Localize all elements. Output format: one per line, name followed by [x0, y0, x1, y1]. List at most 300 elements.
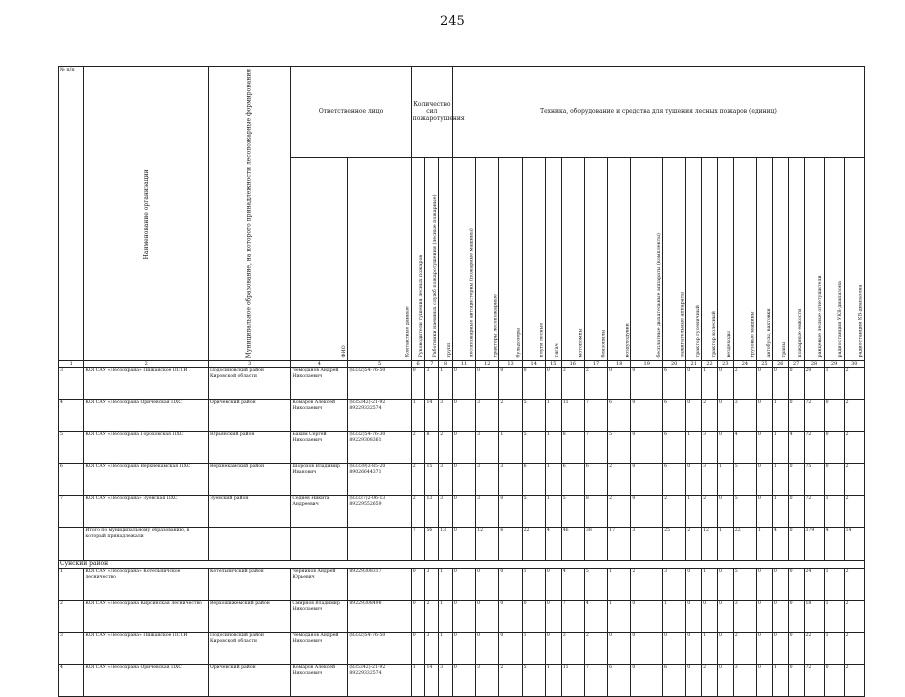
- cell-value: 2: [608, 464, 631, 496]
- cell-fio: Чемоданов Андрей Николаевич: [291, 633, 348, 665]
- total-value: 13: [439, 528, 453, 561]
- cell-value: 3: [476, 496, 499, 528]
- cell-org: КОГСАУ «Лесоохрана» Зуевская ПХС: [84, 496, 209, 528]
- cell-value: 1: [439, 368, 453, 400]
- col-npp: № п/п: [59, 67, 84, 361]
- cell-contact: (8332)54-76-50: [348, 368, 411, 400]
- cell-value: 0: [824, 400, 844, 432]
- cell-value: 3: [733, 400, 756, 432]
- cell-value: 2: [425, 601, 439, 633]
- eq-header: трактор гусеничный: [686, 157, 702, 360]
- cell-value: 0: [545, 601, 561, 633]
- cell-value: 4: [584, 601, 607, 633]
- cell-value: 5: [733, 496, 756, 528]
- cell-value: 0: [757, 432, 773, 464]
- table-header: [59, 67, 865, 368]
- cell-value: 8: [561, 432, 584, 464]
- cell-contact: (835342)-21-92 89229332574: [348, 400, 411, 432]
- cell-value: 2: [733, 633, 756, 665]
- cell-value: 1: [439, 633, 453, 665]
- cell-value: 2: [631, 569, 663, 601]
- cell-value: 5: [608, 432, 631, 464]
- cell-value: 0: [686, 400, 702, 432]
- cell-value: 0: [608, 633, 631, 665]
- cell-value: 0: [499, 368, 522, 400]
- cell-value: 8: [584, 496, 607, 528]
- cell-value: 0: [545, 569, 561, 601]
- cell-value: 1: [439, 601, 453, 633]
- cell-value: 1: [702, 633, 718, 665]
- cell-contact: 89229308317: [348, 569, 411, 601]
- table-row: [59, 633, 865, 665]
- cell-org: КОГСАУ «Лесоохрана Оричевская ПХС: [84, 665, 209, 697]
- cell-value: 0: [717, 601, 733, 633]
- cell-value: 72: [804, 400, 824, 432]
- cell-value: 2: [733, 368, 756, 400]
- cell-value: 7: [561, 601, 584, 633]
- cell-value: 1: [702, 569, 718, 601]
- cell-value: 15: [425, 464, 439, 496]
- cell-value: 75: [804, 464, 824, 496]
- column-number: 6: [411, 361, 425, 368]
- cell-value: 2: [702, 496, 718, 528]
- cell-value: 3: [476, 400, 499, 432]
- cell-value: 0: [452, 633, 475, 665]
- cell-value: 6: [663, 464, 686, 496]
- cell-value: 0: [686, 633, 702, 665]
- cell-value: 0: [717, 569, 733, 601]
- cell-n: 4: [59, 665, 84, 697]
- cell-value: 0: [452, 601, 475, 633]
- cell-value: 0: [772, 633, 788, 665]
- cell-value: 3: [476, 432, 499, 464]
- cell-value: 1: [772, 665, 788, 697]
- column-number: 25: [757, 361, 773, 368]
- cell-value: 7: [584, 400, 607, 432]
- cell-value: 3: [439, 665, 453, 697]
- cell-value: 6: [663, 665, 686, 697]
- cell-value: 0: [717, 496, 733, 528]
- eq-header: тягач: [545, 157, 561, 360]
- column-number: 19: [631, 361, 663, 368]
- cell-value: 0: [411, 368, 425, 400]
- col-equipment: Техника, оборудование и средства для тушения лесных пожаров (единиц): [452, 67, 864, 158]
- cell-value: 0: [788, 496, 804, 528]
- cell-value: 4: [733, 432, 756, 464]
- cell-value: 1: [439, 569, 453, 601]
- cell-value: 0: [788, 665, 804, 697]
- total-value: 1: [717, 528, 733, 561]
- cell-value: 3: [439, 400, 453, 432]
- eq-header: пожарные емкости: [788, 157, 804, 360]
- resources-table: [58, 66, 865, 697]
- cell-value: 0: [631, 432, 663, 464]
- cell-value: 2: [702, 665, 718, 697]
- cell-mun: Подосиновский район Кировской области: [208, 368, 290, 400]
- cell-value: 0: [499, 633, 522, 665]
- table-total: [59, 528, 865, 561]
- column-number: 18: [608, 361, 631, 368]
- cell-value: 0: [757, 496, 773, 528]
- cell-value: 4: [788, 432, 804, 464]
- cell-value: 6: [663, 368, 686, 400]
- cell-value: 0: [686, 665, 702, 697]
- cell-value: 0: [452, 464, 475, 496]
- cell-value: 6: [608, 665, 631, 697]
- column-number: 22: [702, 361, 718, 368]
- cell-value: 1: [772, 432, 788, 464]
- eq-header: лесопожарные автоцистерны (пожарные машины): [452, 157, 475, 360]
- cell-value: 0: [631, 400, 663, 432]
- cell-value: 0: [702, 601, 718, 633]
- column-number: 23: [717, 361, 733, 368]
- cell-value: 5: [733, 464, 756, 496]
- cell-org: КОГСАУ «Лесоохрана Верхнекамская ПХС: [84, 464, 209, 496]
- column-number: 26: [772, 361, 788, 368]
- col-workers: Работники наемных служб пожаротушения (лесные пожарные): [425, 157, 439, 360]
- column-number: 4: [291, 361, 348, 368]
- cell-n: [59, 528, 84, 561]
- cell-value: 0: [757, 665, 773, 697]
- cell-value: 1: [824, 633, 844, 665]
- cell-empty: [208, 528, 290, 561]
- cell-value: 2: [844, 496, 864, 528]
- cell-value: 11: [561, 665, 584, 697]
- column-number: 1: [59, 361, 84, 368]
- cell-value: 72: [804, 665, 824, 697]
- table-row: [59, 432, 865, 464]
- cell-value: 2: [702, 400, 718, 432]
- cell-value: 0: [757, 633, 773, 665]
- cell-fio: Чемоданов Андрей Николаевич: [291, 368, 348, 400]
- eq-header: радиостанции КВ-диапазона: [844, 157, 864, 360]
- column-number: 14: [522, 361, 545, 368]
- cell-value: 2: [608, 496, 631, 528]
- total-value: 17: [608, 528, 631, 561]
- cell-value: 5: [584, 569, 607, 601]
- cell-value: 0: [824, 665, 844, 697]
- total-value: 4: [772, 528, 788, 561]
- cell-value: 0: [788, 400, 804, 432]
- cell-empty: [291, 528, 348, 561]
- cell-value: 6: [522, 464, 545, 496]
- col-groups: групп: [439, 157, 453, 360]
- cell-value: 0: [824, 432, 844, 464]
- cell-org: КОГСАУ «Лесоохрана» Пижанское ПСТИ: [84, 633, 209, 665]
- cell-value: 0: [788, 368, 804, 400]
- cell-value: 3: [476, 665, 499, 697]
- cell-value: 1: [545, 464, 561, 496]
- total-value: 25: [663, 528, 686, 561]
- cell-value: 6: [608, 400, 631, 432]
- cell-value: 3: [702, 432, 718, 464]
- cell-n: 4: [59, 400, 84, 432]
- cell-value: 6: [663, 432, 686, 464]
- cell-contact: (835342)-21-92 89229332574: [348, 665, 411, 697]
- cell-value: 1: [522, 569, 545, 601]
- total-value: 0: [452, 528, 475, 561]
- cell-fio: Седнев Никита Андреевич: [291, 496, 348, 528]
- cell-value: 0: [757, 400, 773, 432]
- cell-value: 0: [717, 400, 733, 432]
- cell-value: 1: [608, 569, 631, 601]
- eq-header: зажигательные аппараты: [663, 157, 686, 360]
- total-value: 6: [499, 528, 522, 561]
- eq-header: мотопомпы: [561, 157, 584, 360]
- cell-value: 3: [439, 496, 453, 528]
- cell-value: 0: [452, 368, 475, 400]
- eq-header: бесплатные дыхательные аппараты (комплекты): [631, 157, 663, 360]
- eq-header: бульдозеры: [499, 157, 522, 360]
- cell-value: 0: [772, 368, 788, 400]
- cell-value: 0: [631, 665, 663, 697]
- cell-org: КОГСАУ «Лесоохрана» Пижанское ПСТИ: [84, 368, 209, 400]
- cell-value: 2: [411, 432, 425, 464]
- cell-value: 3: [499, 464, 522, 496]
- cell-value: 1: [522, 633, 545, 665]
- cell-value: 18: [804, 601, 824, 633]
- cell-value: 2: [584, 368, 607, 400]
- cell-value: 1: [608, 601, 631, 633]
- cell-value: 8: [425, 432, 439, 464]
- cell-value: 0: [411, 601, 425, 633]
- column-number: 11: [452, 361, 475, 368]
- cell-value: 0: [717, 368, 733, 400]
- cell-value: 20: [804, 368, 824, 400]
- cell-mun: Подосиновский район Кировской области: [208, 633, 290, 665]
- cell-value: 0: [499, 569, 522, 601]
- total-value: 56: [425, 528, 439, 561]
- cell-value: 0: [717, 665, 733, 697]
- total-value: 38: [584, 528, 607, 561]
- cell-value: 1: [545, 400, 561, 432]
- total-value: 22: [733, 528, 756, 561]
- cell-value: 6: [584, 464, 607, 496]
- cell-n: 3: [59, 368, 84, 400]
- cell-value: 72: [804, 432, 824, 464]
- cell-value: 0: [411, 569, 425, 601]
- table-row: [59, 665, 865, 697]
- cell-value: 0: [476, 368, 499, 400]
- cell-n: 1: [59, 569, 84, 601]
- col-contacts: Контактные данные: [348, 157, 411, 360]
- column-number: 5: [348, 361, 411, 368]
- total-value: 379: [804, 528, 824, 561]
- cell-value: 2: [844, 368, 864, 400]
- cell-value: 0: [522, 601, 545, 633]
- cell-value: 0: [411, 633, 425, 665]
- cell-value: 2: [439, 432, 453, 464]
- cell-value: 0: [686, 601, 702, 633]
- cell-value: 0: [686, 368, 702, 400]
- eq-header: ранцевые лесные огнетушители: [804, 157, 824, 360]
- cell-value: 5: [522, 665, 545, 697]
- cell-contact: (83339)3-85-20 89026644371: [348, 464, 411, 496]
- table-row: [59, 464, 865, 496]
- cell-value: 24: [804, 569, 824, 601]
- cell-value: 5: [522, 496, 545, 528]
- eq-header: трактор колесный: [702, 157, 718, 360]
- cell-value: 0: [717, 633, 733, 665]
- cell-value: 2: [411, 464, 425, 496]
- cell-value: 22: [804, 633, 824, 665]
- cell-value: 0: [499, 496, 522, 528]
- cell-value: 4: [561, 569, 584, 601]
- cell-value: 1: [545, 665, 561, 697]
- total-value: 4: [545, 528, 561, 561]
- cell-value: 11: [561, 400, 584, 432]
- cell-mun: Юрьянский район: [208, 432, 290, 464]
- eq-header: трапы: [772, 157, 788, 360]
- total-value: 12: [476, 528, 499, 561]
- column-number: 17: [584, 361, 607, 368]
- cell-value: 7: [584, 665, 607, 697]
- column-number: 3: [208, 361, 290, 368]
- cell-value: 1: [824, 569, 844, 601]
- cell-value: 5: [561, 496, 584, 528]
- table-row: [59, 368, 865, 400]
- cell-value: 1: [499, 432, 522, 464]
- cell-value: 6: [663, 400, 686, 432]
- cell-value: 13: [425, 496, 439, 528]
- cell-value: 0: [663, 633, 686, 665]
- cell-mun: Котельничский район: [208, 569, 290, 601]
- cell-value: 3: [425, 368, 439, 400]
- eq-header: воздуходувки: [608, 157, 631, 360]
- cell-org: КОГСАУ «Лесоохрана» Котельничское лесничество: [84, 569, 209, 601]
- col-org-name: Наименование организации: [84, 67, 209, 361]
- cell-value: 1: [702, 368, 718, 400]
- cell-value: 0: [788, 569, 804, 601]
- cell-value: 14: [425, 400, 439, 432]
- column-number: 28: [804, 361, 824, 368]
- cell-value: 7: [584, 432, 607, 464]
- cell-value: 0: [717, 432, 733, 464]
- cell-org: КОГСАУ «Лесоохрана Кирсинская лесничество: [84, 601, 209, 633]
- cell-n: 5: [59, 432, 84, 464]
- column-number: 13: [499, 361, 522, 368]
- total-value: 3: [631, 528, 663, 561]
- cell-mun: Оричевский район: [208, 665, 290, 697]
- cell-value: 0: [452, 569, 475, 601]
- table-row: [59, 601, 865, 633]
- cell-fio: Бахим Сергей Николаевич: [291, 432, 348, 464]
- table-body-section: [59, 569, 865, 697]
- cell-contact: (83337)2-06-13 89229552659: [348, 496, 411, 528]
- cell-value: 2: [844, 464, 864, 496]
- cell-value: 1: [772, 496, 788, 528]
- cell-value: 0: [452, 400, 475, 432]
- cell-value: 0: [686, 464, 702, 496]
- cell-value: 2: [411, 496, 425, 528]
- cell-value: 3: [439, 464, 453, 496]
- column-number: 7: [425, 361, 439, 368]
- cell-fio: Комаров Алексей Николаевич: [291, 400, 348, 432]
- eq-header: автобусы, вахтовки: [757, 157, 773, 360]
- eq-header: плуги лесные: [522, 157, 545, 360]
- cell-value: 3: [561, 368, 584, 400]
- column-numbers-row: [59, 361, 865, 368]
- cell-value: 0: [788, 633, 804, 665]
- cell-value: 0: [545, 633, 561, 665]
- cell-value: 3: [476, 464, 499, 496]
- total-value: 22: [522, 528, 545, 561]
- cell-fio: Шорохов Владимир Иванович: [291, 464, 348, 496]
- cell-value: 2: [844, 633, 864, 665]
- col-heads: Руководители тушения лесных пожаров: [411, 157, 425, 360]
- cell-value: 2: [584, 633, 607, 665]
- cell-value: 1: [717, 464, 733, 496]
- cell-contact: (8332)54-76-30 89229308361: [348, 432, 411, 464]
- table-section: [59, 561, 865, 569]
- cell-value: 0: [522, 368, 545, 400]
- cell-value: 5: [522, 432, 545, 464]
- cell-value: 1: [686, 496, 702, 528]
- col-resp-person: Ответственное лицо: [291, 67, 411, 158]
- total-value: 46: [561, 528, 584, 561]
- column-number: 16: [561, 361, 584, 368]
- cell-value: 2: [499, 665, 522, 697]
- cell-value: 0: [608, 368, 631, 400]
- cell-value: 0: [686, 569, 702, 601]
- cell-value: 0: [631, 368, 663, 400]
- total-value: 14: [844, 528, 864, 561]
- cell-value: 0: [452, 496, 475, 528]
- total-value: 12: [702, 528, 718, 561]
- cell-contact: 89229308498: [348, 601, 411, 633]
- cell-value: 2: [844, 432, 864, 464]
- cell-value: 5: [522, 400, 545, 432]
- cell-value: 1: [411, 400, 425, 432]
- cell-value: 0: [476, 633, 499, 665]
- total-value: 7: [411, 528, 425, 561]
- cell-value: 0: [772, 569, 788, 601]
- cell-n: 6: [59, 464, 84, 496]
- table-row: [59, 400, 865, 432]
- eq-header: бензопилы: [584, 157, 607, 360]
- cell-value: 0: [452, 665, 475, 697]
- cell-value: 2: [663, 496, 686, 528]
- cell-value: 3: [561, 633, 584, 665]
- cell-empty: [348, 528, 411, 561]
- cell-value: 0: [757, 601, 773, 633]
- cell-value: 1: [772, 400, 788, 432]
- cell-value: 1: [824, 496, 844, 528]
- cell-value: 0: [757, 569, 773, 601]
- table-row: [59, 496, 865, 528]
- cell-value: 2: [499, 400, 522, 432]
- column-number: 12: [476, 361, 499, 368]
- cell-fio: Черников Андрей Юрьевич: [291, 569, 348, 601]
- col-municipal: Муниципальное образование, на которого принадлежности лесопожарные формирования: [208, 67, 290, 361]
- cell-value: 2: [844, 665, 864, 697]
- cell-value: 0: [757, 464, 773, 496]
- cell-value: 0: [476, 601, 499, 633]
- cell-value: 1: [411, 665, 425, 697]
- col-fio: ФИО: [291, 157, 348, 360]
- cell-value: 0: [499, 601, 522, 633]
- column-number: 15: [545, 361, 561, 368]
- cell-value: 3: [663, 569, 686, 601]
- total-label: Итого по муниципальному образованию, в который принадлежали: [84, 528, 209, 561]
- cell-value: 0: [631, 496, 663, 528]
- cell-value: 0: [476, 569, 499, 601]
- cell-value: 2: [844, 400, 864, 432]
- cell-mun: Зуевский район: [208, 496, 290, 528]
- page-number: 245: [440, 14, 465, 29]
- eq-header: радиостанции УКВ-диапазона: [824, 157, 844, 360]
- cell-contact: (8332)54-76-50: [348, 633, 411, 665]
